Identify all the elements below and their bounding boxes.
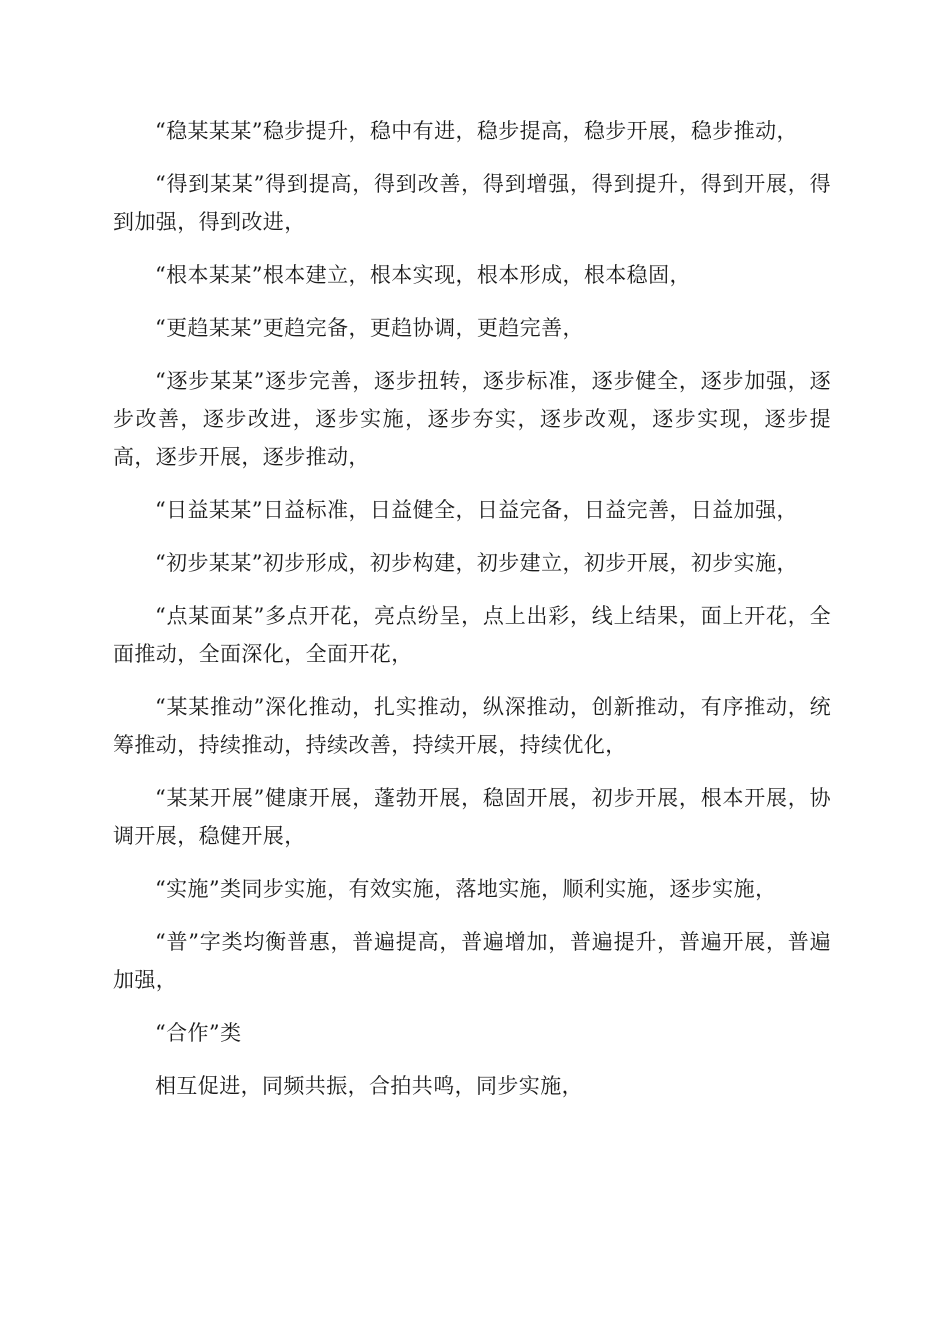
document-body <box>113 112 831 1120</box>
paragraph-genben: “根本某某”根本建立，根本实现，根本形成，根本稳固， <box>155 263 691 287</box>
paragraph-chubu: “初步某某”初步形成，初步构建，初步建立，初步开展，初步实施， <box>155 551 798 575</box>
paragraph-dedao: “得到某某”得到提高，得到改善，得到增强，得到提升，得到开展，得到加强，得到改进， <box>113 172 831 234</box>
paragraph-hezuo-heading: “合作”类 <box>155 1021 242 1045</box>
paragraph-dian-mian: “点某面某”多点开花，亮点纷呈，点上出彩，线上结果，面上开花，全面推动，全面深化，全面开花， <box>113 604 831 666</box>
paragraph-pu: “普”字类均衡普惠，普遍提高，普遍增加，普遍提升，普遍开展，普遍加强， <box>113 930 831 992</box>
paragraph-hezuo: 相互促进，同频共振，合拍共鸣，同步实施， <box>155 1074 583 1098</box>
paragraph-wen: “稳某某某”稳步提升，稳中有进，稳步提高，稳步开展，稳步推动， <box>155 119 798 143</box>
paragraph-gengqu: “更趋某某”更趋完备，更趋协调，更趋完善， <box>155 316 584 340</box>
paragraph-zhubu: “逐步某某”逐步完善，逐步扭转，逐步标准，逐步健全，逐步加强，逐步改善，逐步改进，逐步实施，逐步夯实，逐步改观，逐步实现，逐步提高，逐步开展，逐步推动， <box>113 369 831 469</box>
paragraph-tuidong: “某某推动”深化推动，扎实推动，纵深推动，创新推动，有序推动，统筹推动，持续推动，持续改善，持续开展，持续优化， <box>113 695 831 757</box>
paragraph-kaizhan: “某某开展”健康开展，蓬勃开展，稳固开展，初步开展，根本开展，协调开展，稳健开展， <box>113 786 831 848</box>
paragraph-riyi: “日益某某”日益标准，日益健全，日益完备，日益完善，日益加强， <box>155 498 798 522</box>
paragraph-shishi: “实施”类同步实施，有效实施，落地实施，顺利实施，逐步实施， <box>155 877 777 901</box>
